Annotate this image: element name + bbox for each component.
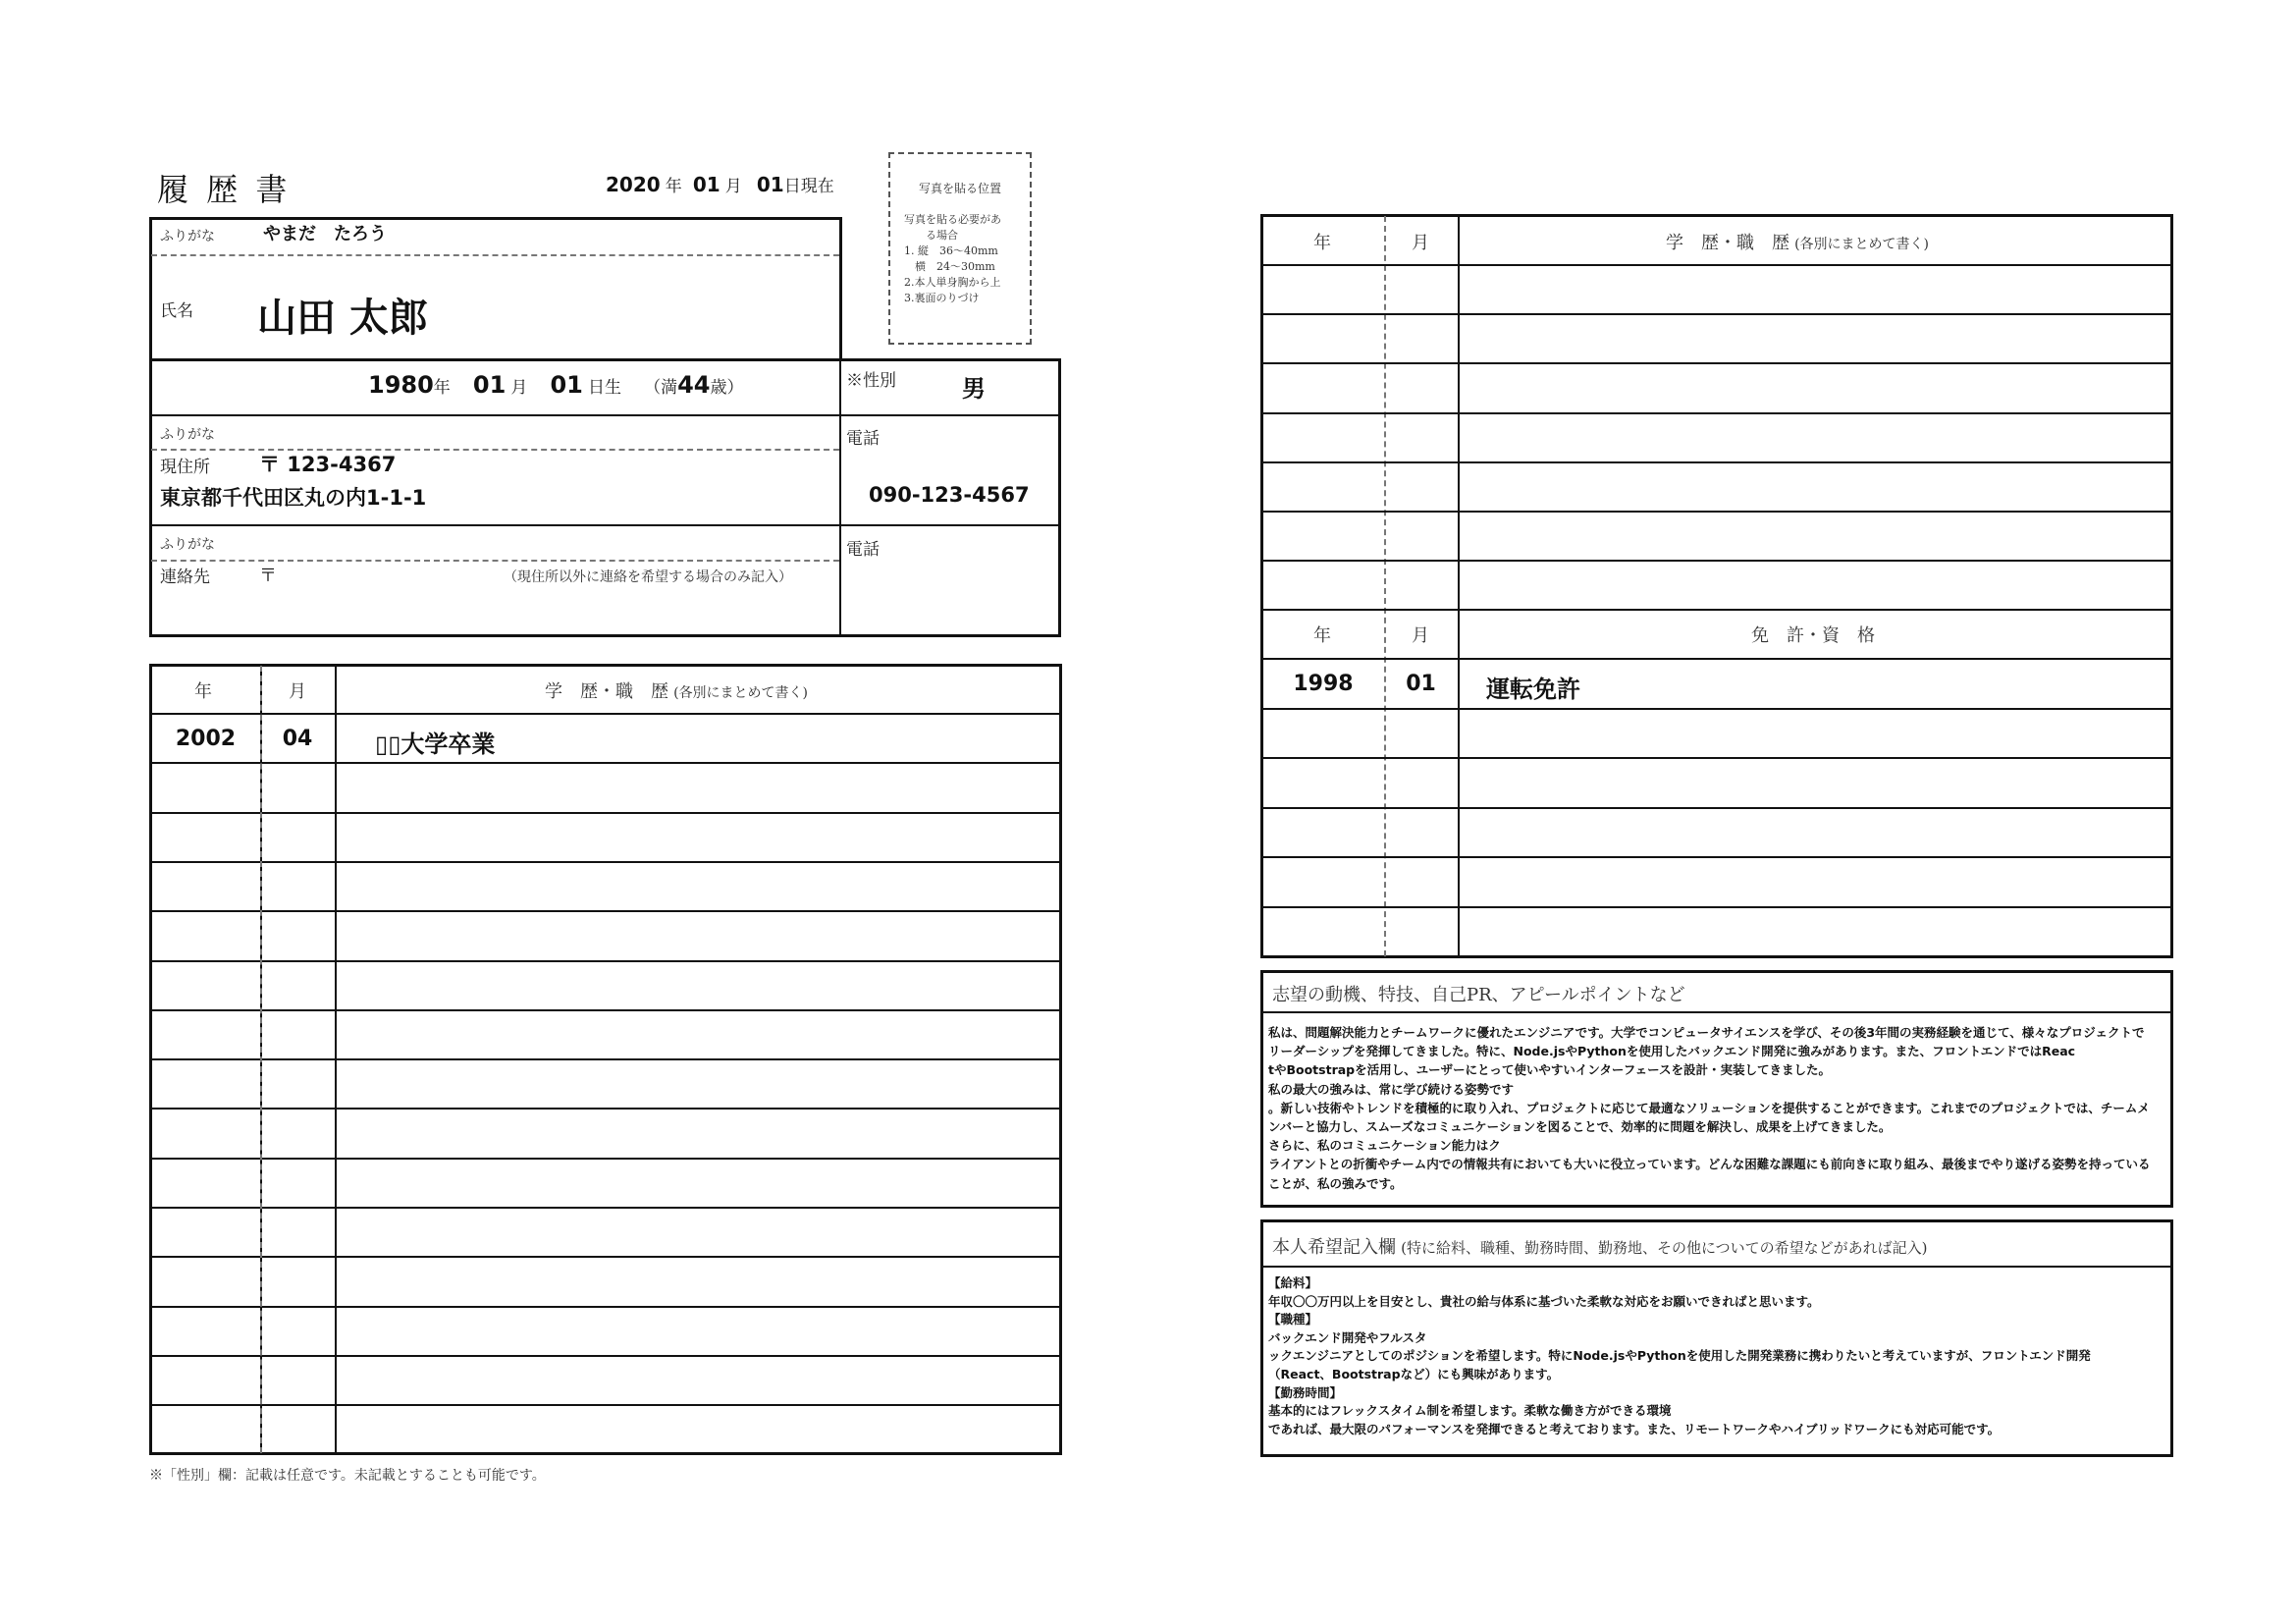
birth-month-unit: 月 <box>510 378 528 398</box>
table-row-divider <box>1262 412 2171 414</box>
date-day: 01 <box>756 173 784 196</box>
col-item-title: 学 歴・職 歴 <box>545 681 668 702</box>
row-year: 2002 <box>175 727 237 751</box>
photo-box-line: 2.本人単身胸から上 <box>904 276 1001 289</box>
table-row-divider <box>151 1306 1060 1308</box>
name-furigana: やまだ たろう <box>263 224 387 244</box>
right-col-item-title: 学 歴・職 歴 <box>1666 233 1789 253</box>
license-text: 運転免許 <box>1486 676 1580 703</box>
motivation-line: 私は、問題解決能力とチームワークに優れたエンジニアです。大学でコンピュータサイエンスを学び、その後3年間の実務経験を通じて、様々なプロジェクトで <box>1268 1025 2145 1040</box>
wishes-title: 本人希望記入欄 <box>1272 1237 1396 1258</box>
contact-phone-label: 電話 <box>846 540 880 560</box>
phone-value: 090-123-4567 <box>869 483 1030 507</box>
age-suffix: 歳） <box>710 378 744 398</box>
full-name: 山田 太郎 <box>257 296 428 341</box>
table-row-divider <box>151 812 1060 814</box>
photo-box <box>888 152 1032 345</box>
year-month-divider <box>260 666 262 1453</box>
table-row-divider <box>1262 807 2171 809</box>
phone-label: 電話 <box>846 429 880 449</box>
wishes-text <box>1268 1274 2169 1438</box>
table-row-divider <box>151 1256 1060 1258</box>
gender-label: ※性別 <box>846 371 896 391</box>
resume-title: 履 歴 書 <box>157 171 292 208</box>
license-year: 1998 <box>1293 672 1354 696</box>
birth-month: 01 <box>472 371 507 399</box>
wishes-line: 【勤務時間】 <box>1268 1384 1343 1400</box>
birth-year-unit: 年 <box>433 378 451 398</box>
right-col-item-note: (各別にまとめて書く) <box>1794 237 1930 252</box>
table-row-divider <box>151 910 1060 912</box>
gender-value: 男 <box>962 375 986 403</box>
right-col-month-header: 月 <box>1412 233 1429 253</box>
date-year-unit: 年 <box>665 177 682 196</box>
wishes-line: 基本的にはフレックスタイム制を希望します。柔軟な働き方ができる環境 <box>1268 1403 1672 1419</box>
motivation-line: ンバーと協力し、スムーズなコミュニケーションを図ることで、効率的に問題を解決し、成果を上げてきました。 <box>1268 1119 1892 1135</box>
table-row-divider <box>151 762 1060 764</box>
table-row-divider <box>1262 906 2171 908</box>
history-table-right <box>1260 214 2173 958</box>
table-row-divider <box>151 1108 1060 1110</box>
table-row-divider <box>1262 757 2171 759</box>
date-month: 01 <box>692 173 721 196</box>
col-item-header <box>545 677 808 703</box>
motivation-line: 私の最大の強みは、常に学び続ける姿勢です <box>1268 1081 1515 1097</box>
motivation-line: 。新しい技術やトレンドを積極的に取り入れ、プロジェクトに応じて最適なソリューションを提供することができます。これまでのプロジェクトでは、チームメ <box>1268 1100 2150 1115</box>
wishes-line: ックエンジニアとしてのポジションを希望します。特にNode.jsやPythonを使用した開発業務に携わりたいと考えていますが、フロントエンド開発 <box>1268 1348 2091 1364</box>
motivation-line: リーダーシップを発揮してきました。特に、Node.jsやPythonを使用したバックエンド開発に強みがあります。また、フロントエンドではReac <box>1268 1044 2076 1059</box>
motivation-title: 志望の動機、特技、自己PR、アピールポイントなど <box>1272 985 1685 1005</box>
contact-note: （現住所以外に連絡を希望する場合のみ記入） <box>504 569 792 585</box>
wishes-line: 【職種】 <box>1268 1312 1318 1327</box>
table-row-divider <box>1262 560 2171 562</box>
address-furigana-label: ふりがな <box>160 427 215 443</box>
license-col-month-header: 月 <box>1412 625 1429 646</box>
table-row-divider <box>1262 313 2171 315</box>
age: 44 <box>677 371 711 399</box>
photo-box-line: 横 24～30mm <box>904 260 995 273</box>
furigana-label: ふりがな <box>160 229 215 244</box>
wishes-line: 年収〇〇万円以上を目安とし、貴社の給与体系に基づいた柔軟な対応をお願いできればと思います。 <box>1268 1293 1820 1309</box>
right-col-item-header <box>1666 229 1929 254</box>
col-year-header: 年 <box>194 681 212 702</box>
wishes-line: （React、Bootstrapなど）にも興味があります。 <box>1268 1366 1560 1381</box>
contact-postal: 〒 <box>259 566 277 586</box>
table-row-divider <box>151 960 1060 962</box>
table-row-divider <box>1262 708 2171 710</box>
contact-label: 連絡先 <box>160 568 210 587</box>
table-row-divider <box>151 1355 1060 1357</box>
col-month-header: 月 <box>289 681 306 702</box>
address-value: 東京都千代田区丸の内1-1-1 <box>160 486 427 510</box>
motivation-line: tやBootstrapを活用し、ユーザーにとって使いやすいインターフェースを設計・実装してきました。 <box>1268 1062 1831 1078</box>
birth-year: 1980 <box>368 371 434 399</box>
date-suffix: 日現在 <box>783 177 834 196</box>
address-label: 現住所 <box>160 458 210 477</box>
date-month-unit: 月 <box>724 177 742 196</box>
table-row-divider <box>151 1404 1060 1406</box>
photo-box-line: 3.裏面のりづけ <box>904 292 980 304</box>
motivation-line: さらに、私のコミュニケーション能力はク <box>1268 1138 1501 1154</box>
table-row-divider <box>151 1158 1060 1160</box>
photo-box-title: 写真を貼る位置 <box>918 182 1001 195</box>
photo-box-line: 1. 縦 36～40mm <box>904 244 998 257</box>
contact-furigana-label: ふりがな <box>160 537 215 553</box>
license-col-item-header: 免 許・資 格 <box>1751 625 1875 646</box>
table-row-divider <box>151 1058 1060 1060</box>
name-label: 氏名 <box>160 301 193 321</box>
license-row <box>1262 660 2171 707</box>
footnote: ※「性別」欄：記載は任意です。未記載とすることも可能です。 <box>149 1468 546 1484</box>
license-col-year-header: 年 <box>1313 625 1331 646</box>
document-date <box>606 172 834 196</box>
row-text: ▯▯大学卒業 <box>375 731 496 758</box>
age-prefix: （満 <box>644 378 678 398</box>
row-month: 04 <box>282 727 313 751</box>
motivation-line: ライアントとの折衝やチーム内での情報共有においても大いに役立っています。どんな困難な課題にも前向きに取り組み、最後までやり遂げる姿勢を持っている <box>1268 1157 2151 1172</box>
wishes-header <box>1272 1233 1928 1259</box>
birth-day: 01 <box>550 371 583 399</box>
table-row-divider <box>1262 856 2171 858</box>
wishes-line: であれば、最大限のパフォーマンスを発揮できると考えております。また、リモートワークやハイブリッドワークにも対応可能です。 <box>1268 1421 2001 1436</box>
table-row-divider <box>1262 461 2171 463</box>
table-row-divider <box>1262 511 2171 513</box>
wishes-line: バックエンド開発やフルスタ <box>1268 1329 1427 1345</box>
table-row-divider <box>151 1009 1060 1011</box>
postal-code: 〒 123-4367 <box>259 453 397 476</box>
col-item-note: (各別にまとめて書く) <box>673 685 809 701</box>
table-row-divider <box>151 1207 1060 1209</box>
date-year: 2020 <box>606 173 661 196</box>
motivation-text <box>1268 1023 2169 1193</box>
license-month: 01 <box>1406 672 1436 696</box>
table-row <box>151 715 1060 762</box>
wishes-title-note: (特に給料、職種、勤務時間、勤務地、その他についての希望などがあれば記入) <box>1401 1239 1928 1257</box>
table-row-divider <box>151 861 1060 863</box>
birth-day-unit: 日生 <box>587 378 621 398</box>
birth-date <box>368 371 743 399</box>
wishes-line: 【給料】 <box>1268 1275 1318 1290</box>
photo-box-line: る場合 <box>926 229 958 242</box>
photo-box-line: 写真を貼る必要があ <box>904 213 1001 226</box>
right-col-year-header: 年 <box>1313 233 1331 253</box>
table-row-divider <box>1262 362 2171 364</box>
motivation-line: ことが、私の強みです。 <box>1268 1175 1403 1191</box>
